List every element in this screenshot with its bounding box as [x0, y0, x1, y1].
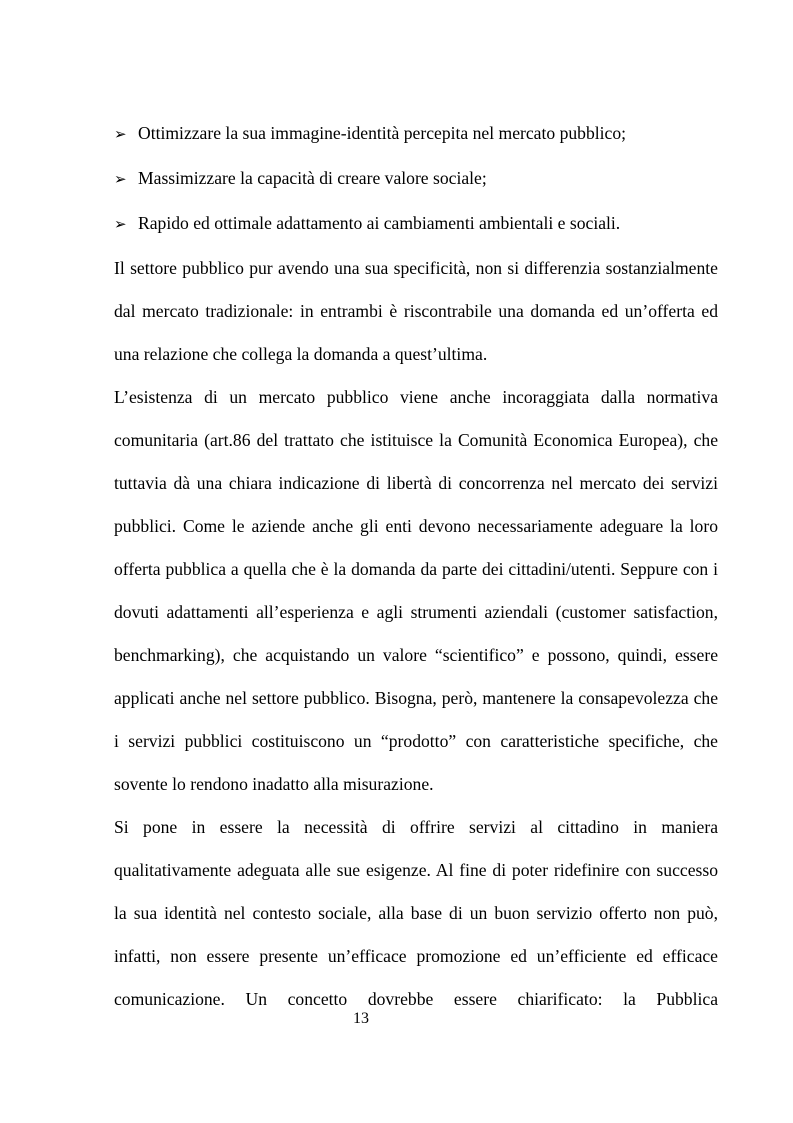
- bullet-item: [114, 112, 718, 157]
- bullet-item: [114, 157, 718, 202]
- bullet-text: Massimizzare la capacità di creare valore sociale;: [138, 168, 487, 188]
- bullet-text: Ottimizzare la sua immagine-identità percepita nel mercato pubblico;: [138, 123, 627, 143]
- body-text: [114, 112, 718, 1021]
- bullet-text: Rapido ed ottimale adattamento ai cambiamenti ambientali e sociali.: [138, 213, 621, 233]
- page-number: 13: [353, 1010, 369, 1027]
- arrowhead-bullet-icon: ➢: [114, 127, 127, 143]
- paragraph: Si pone in essere la necessità di offrire servizi al cittadino in maniera qualitativamente adeguata alle sue esigenze. Al fine di poter ridefinire con successo la sua identità nel contesto sociale, alla base di un buon servizio offerto non può, infatti, non essere presente un’efficace promozione ed un’efficiente ed efficace comunicazione. Un concetto dovrebbe essere chiarificato: la Pubblica: [114, 817, 718, 1009]
- arrowhead-bullet-icon: ➢: [114, 172, 127, 188]
- arrowhead-bullet-icon: ➢: [114, 217, 127, 233]
- bullet-item: [114, 202, 718, 247]
- paragraph: L’esistenza di un mercato pubblico viene anche incoraggiata dalla normativa comunitaria (art.86 del trattato che istituisce la Comunità Economica Europea), che tuttavia dà una chiara indicazione di libertà di concorrenza nel mercato dei servizi pubblici. Come le aziende anche gli enti devono necessariamente adeguare la loro offerta pubblica a quella che è la domanda da parte dei cittadini/utenti. Seppure con i dovuti adattamenti all’esperienza e agli strumenti aziendali (customer satisfaction, benchmarking), che acquistando un valore “scientifico” e possono, quindi, essere applicati anche nel settore pubblico. Bisogna, però, mantenere la consapevolezza che i servizi pubblici costituiscono un “prodotto” con caratteristiche specifiche, che sovente lo rendono inadatto alla misurazione.: [114, 387, 718, 794]
- paragraph: Il settore pubblico pur avendo una sua specificità, non si differenzia sostanzialmente dal mercato tradizionale: in entrambi è riscontrabile una domanda ed un’offerta ed una relazione che collega la domanda a quest’ultima.: [114, 258, 718, 364]
